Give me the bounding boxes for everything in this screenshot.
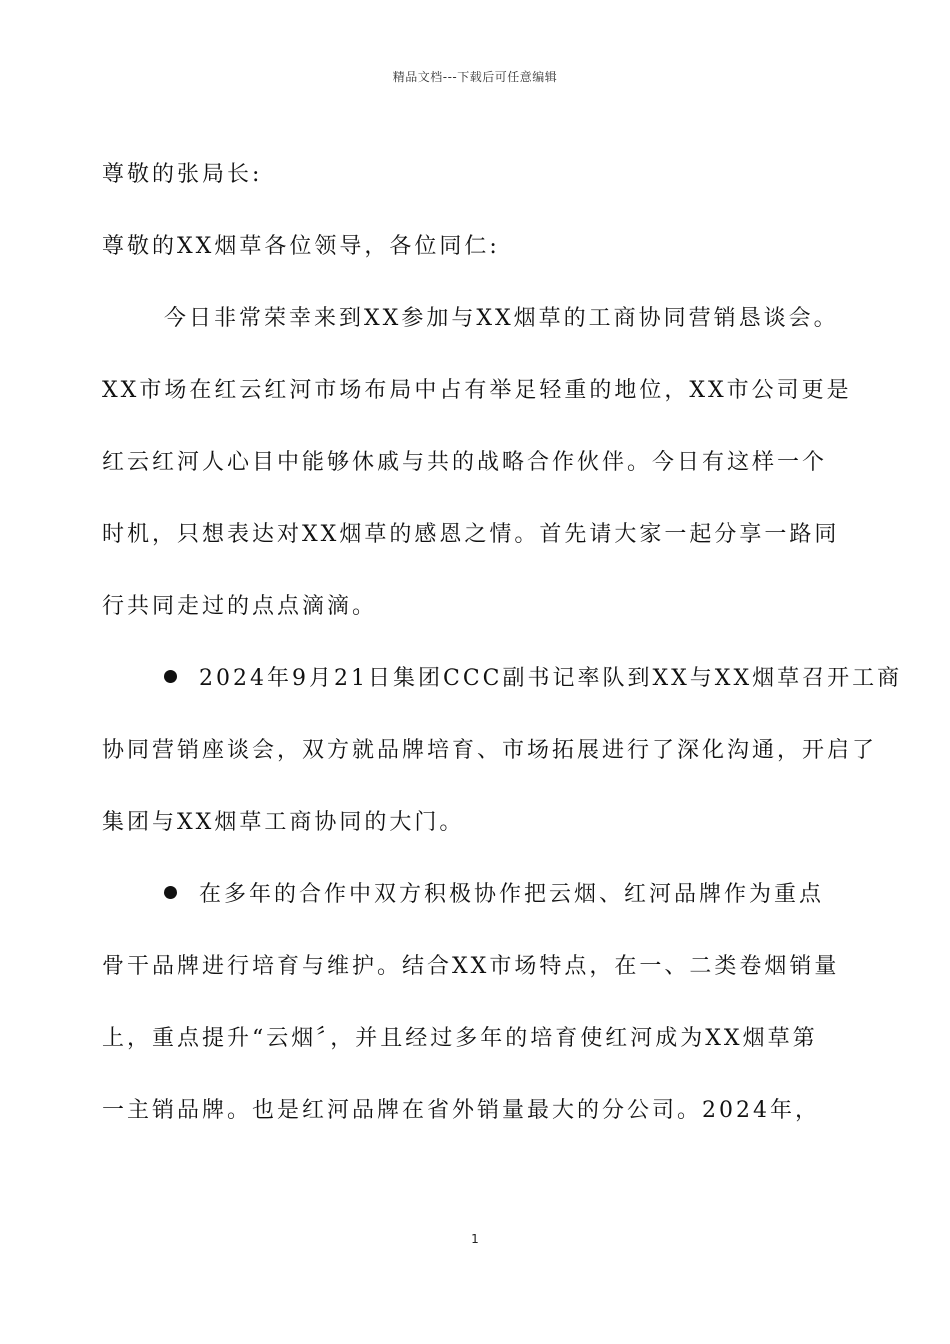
paragraph-line: XX市场在红云红河市场布局中占有举足轻重的地位，XX市公司更是 <box>102 378 852 403</box>
page-header: 精品文档---下载后可任意编辑 <box>392 70 558 84</box>
bullet-item-2 <box>102 870 872 942</box>
page-number: 1 <box>471 1232 479 1246</box>
paragraph-line: 时机，只想表达对XX烟草的感恩之情。首先请大家一起分享一路同 <box>102 522 840 547</box>
bullet-item-1 <box>102 654 903 726</box>
document-body <box>102 150 903 1158</box>
paragraph-line: 集团与XX烟草工商协同的大门。 <box>102 810 465 835</box>
bullet-icon <box>164 886 177 899</box>
bullet-icon <box>164 670 177 683</box>
paragraph-line: 协同营销座谈会，双方就品牌培育、市场拓展进行了深化沟通，开启了 <box>102 738 878 763</box>
paragraph-line: 红云红河人心目中能够休戚与共的战略合作伙伴。今日有这样一个 <box>102 450 828 475</box>
salutation-director: 尊敬的张局长: <box>102 162 263 187</box>
bullet-text: 在多年的合作中双方积极协作把云烟、红河品牌作为重点 <box>199 882 825 907</box>
paragraph-line: 一主销品牌。也是红河品牌在省外销量最大的分公司。2024年， <box>102 1098 820 1123</box>
paragraph-line: 行共同走过的点点滴滴。 <box>102 594 378 619</box>
salutation-colleagues: 尊敬的XX烟草各位领导，各位同仁: <box>102 234 500 259</box>
paragraph-line: 今日非常荣幸来到XX参加与XX烟草的工商协同营销恳谈会。 <box>164 306 839 331</box>
paragraph-line: 骨干品牌进行培育与维护。结合XX市场特点，在一、二类卷烟销量 <box>102 954 840 979</box>
paragraph-line: 上，重点提升“云烟〞，并且经过多年的培育使红河成为XX烟草第 <box>102 1026 818 1051</box>
bullet-text: 2024年9月21日集团CCC副书记率队到XX与XX烟草召开工商 <box>199 666 903 691</box>
